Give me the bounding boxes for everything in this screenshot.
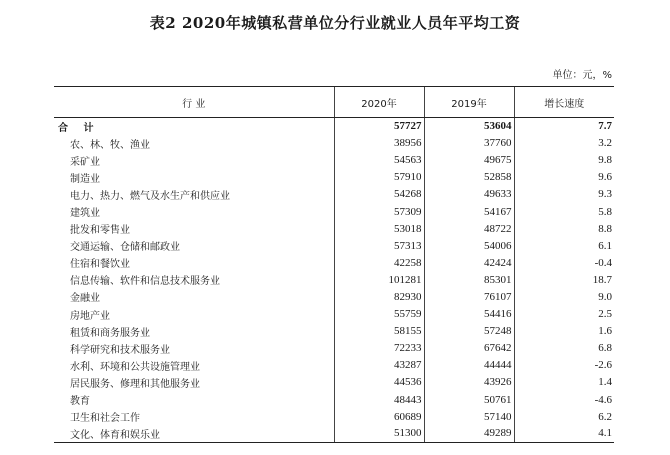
cell-growth: 6.2 — [514, 408, 614, 425]
cell-2019: 37760 — [424, 135, 514, 152]
cell-2019: 57140 — [424, 408, 514, 425]
table-row — [54, 254, 614, 271]
cell-2019: 57248 — [424, 323, 514, 340]
cell-2019: 54006 — [424, 237, 514, 254]
cell-2019: 52858 — [424, 169, 514, 186]
cell-growth: 5.8 — [514, 203, 614, 220]
table-row — [54, 340, 614, 357]
cell-2019: 67642 — [424, 340, 514, 357]
cell-growth: 1.4 — [514, 374, 614, 391]
table-row-total — [54, 118, 614, 135]
cell-2019: 54167 — [424, 203, 514, 220]
table-row — [54, 237, 614, 254]
cell-2020: 82930 — [334, 288, 424, 305]
table-row — [54, 220, 614, 237]
cell-2019: 50761 — [424, 391, 514, 408]
cell-2020: 57313 — [334, 237, 424, 254]
wage-table — [54, 86, 614, 443]
cell-2020: 57309 — [334, 203, 424, 220]
table-row — [54, 288, 614, 305]
header-growth: 增长速度 — [514, 87, 614, 118]
table-row — [54, 374, 614, 391]
table-row — [54, 323, 614, 340]
cell-growth: 6.1 — [514, 237, 614, 254]
cell-industry: 合 计 — [58, 122, 100, 134]
table-header — [54, 87, 614, 118]
cell-2020: 58155 — [334, 323, 424, 340]
header-industry: 行 业 — [54, 87, 334, 118]
cell-industry: 批发和零售业 — [70, 225, 130, 237]
cell-growth: -0.4 — [514, 254, 614, 271]
cell-2020: 57910 — [334, 169, 424, 186]
cell-2020: 55759 — [334, 306, 424, 323]
cell-2019: 54416 — [424, 306, 514, 323]
cell-growth: 6.8 — [514, 340, 614, 357]
table-row — [54, 357, 614, 374]
header-row — [54, 87, 614, 118]
cell-2020: 51300 — [334, 425, 424, 442]
cell-growth: 7.7 — [514, 118, 614, 135]
table-row — [54, 425, 614, 442]
cell-growth: 18.7 — [514, 271, 614, 288]
table-row — [54, 306, 614, 323]
cell-industry: 卫生和社会工作 — [70, 413, 140, 425]
cell-2020: 48443 — [334, 391, 424, 408]
cell-2019: 85301 — [424, 271, 514, 288]
table-row — [54, 152, 614, 169]
cell-industry: 水利、环境和公共设施管理业 — [70, 361, 200, 373]
cell-2019: 49289 — [424, 425, 514, 442]
cell-growth: 3.2 — [514, 135, 614, 152]
cell-growth: 9.6 — [514, 169, 614, 186]
cell-growth: 4.1 — [514, 425, 614, 442]
unit-note: 单位：元，% — [552, 70, 612, 81]
cell-2019: 49633 — [424, 186, 514, 203]
table-row — [54, 271, 614, 288]
cell-2020: 44536 — [334, 374, 424, 391]
table-row — [54, 408, 614, 425]
cell-2019: 44444 — [424, 357, 514, 374]
cell-industry: 住宿和餐饮业 — [70, 259, 130, 271]
cell-2020: 101281 — [334, 271, 424, 288]
cell-industry: 建筑业 — [70, 208, 100, 220]
table-title: 表2 2020年城镇私营单位分行业就业人员年平均工资 — [149, 14, 521, 32]
cell-industry: 房地产业 — [70, 310, 110, 322]
cell-2019: 53604 — [424, 118, 514, 135]
cell-industry: 采矿业 — [70, 156, 100, 168]
cell-2020: 38956 — [334, 135, 424, 152]
cell-2020: 60689 — [334, 408, 424, 425]
table-row — [54, 135, 614, 152]
cell-2020: 54268 — [334, 186, 424, 203]
table-row — [54, 186, 614, 203]
cell-2019: 42424 — [424, 254, 514, 271]
cell-growth: 9.0 — [514, 288, 614, 305]
table-body — [54, 118, 614, 443]
cell-growth: 9.8 — [514, 152, 614, 169]
cell-2019: 43926 — [424, 374, 514, 391]
table-row — [54, 391, 614, 408]
cell-industry: 电力、热力、燃气及水生产和供应业 — [70, 190, 230, 202]
table-row — [54, 203, 614, 220]
cell-growth: 1.6 — [514, 323, 614, 340]
header-2020: 2020年 — [334, 87, 424, 118]
cell-2020: 54563 — [334, 152, 424, 169]
cell-industry: 文化、体育和娱乐业 — [54, 425, 334, 442]
cell-2019: 48722 — [424, 220, 514, 237]
cell-2020: 42258 — [334, 254, 424, 271]
cell-industry: 农、林、牧、渔业 — [70, 139, 150, 151]
cell-growth: -4.6 — [514, 391, 614, 408]
cell-industry: 教育 — [70, 396, 90, 408]
header-2019: 2019年 — [424, 87, 514, 118]
cell-industry: 交通运输、仓储和邮政业 — [70, 242, 180, 254]
cell-industry: 信息传输、软件和信息技术服务业 — [70, 276, 220, 288]
cell-2020: 57727 — [334, 118, 424, 135]
cell-industry: 制造业 — [70, 173, 100, 185]
cell-industry: 金融业 — [70, 293, 100, 305]
table-row — [54, 169, 614, 186]
cell-growth: 2.5 — [514, 306, 614, 323]
cell-growth: 8.8 — [514, 220, 614, 237]
cell-industry: 租赁和商务服务业 — [70, 327, 150, 339]
cell-growth: -2.6 — [514, 357, 614, 374]
cell-2020: 72233 — [334, 340, 424, 357]
cell-2020: 53018 — [334, 220, 424, 237]
cell-2020: 43287 — [334, 357, 424, 374]
cell-industry: 科学研究和技术服务业 — [70, 344, 170, 356]
cell-industry: 居民服务、修理和其他服务业 — [70, 378, 200, 390]
cell-2019: 49675 — [424, 152, 514, 169]
cell-growth: 9.3 — [514, 186, 614, 203]
cell-2019: 76107 — [424, 288, 514, 305]
